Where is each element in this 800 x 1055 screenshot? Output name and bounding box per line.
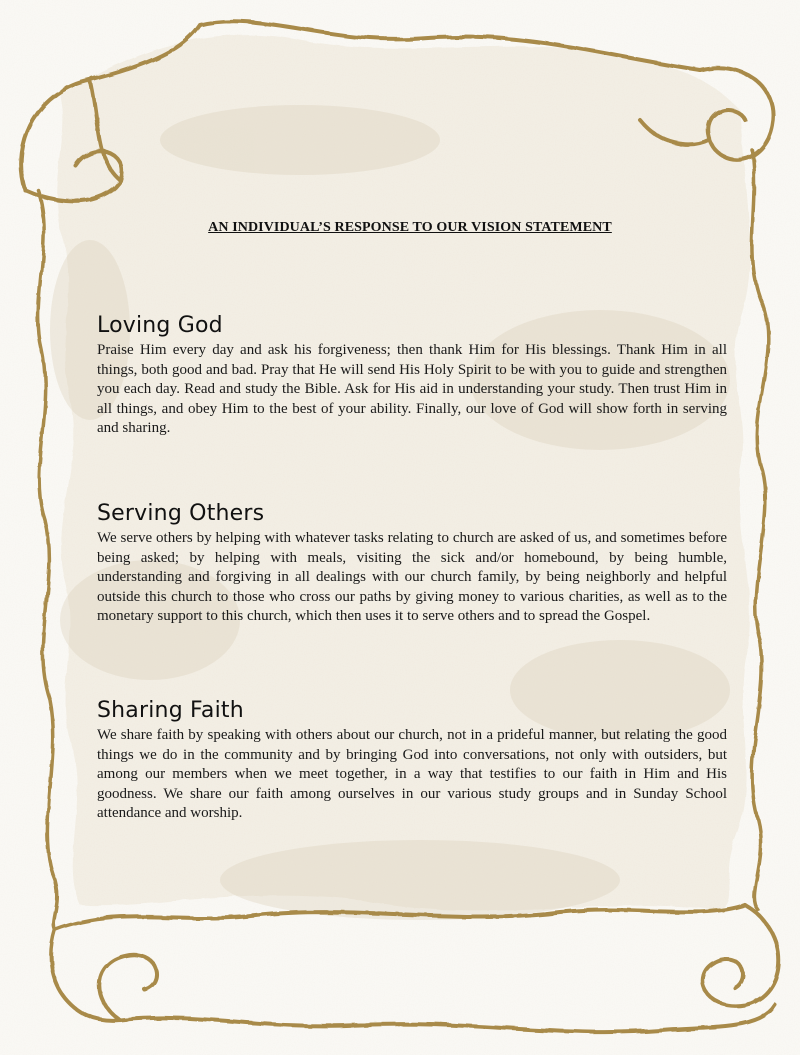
- section-heading: Loving God: [97, 313, 223, 338]
- section-body: We serve others by helping with whatever tasks relating to church are asked of us, and sometimes before being asked; by helping with meals, visiting the sick and/or homebound, by being humble, understanding and forgiving in all dealings with our church family, by being neighborly and helpful outside this church to those who cross our paths by giving money to various charities, as well as to the monetary support to this church, which then uses it to serve others and to spread the Gospel.: [97, 530, 727, 625]
- section-heading: Serving Others: [97, 501, 265, 526]
- section-heading: Sharing Faith: [97, 698, 244, 723]
- section-serving-others: [97, 501, 727, 627]
- section-body: We share faith by speaking with others about our church, not in a prideful manner, but relating the good things we do in the community and by bringing God into conversations, not only with outsiders, but among our members when we meet together, in a way that testifies to our faith in Him and His goodness. We share our faith among ourselves in our various study groups and in Sunday School attendance and worship.: [97, 727, 727, 822]
- document-title: AN INDIVIDUAL’S RESPONSE TO OUR VISION STATEMENT: [208, 220, 612, 235]
- section-loving-god: [97, 313, 727, 439]
- section-body: Praise Him every day and ask his forgiveness; then thank Him for His blessings. Thank Him in all things, both good and bad. Pray that He will send His Holy Spirit to be with you to guide and strengthen you each day. Read and study the Bible. Ask for His aid in understanding your study. Then trust Him in all things, and obey Him to the best of your ability. Finally, our love of God will show forth in serving and sharing.: [97, 342, 727, 437]
- section-sharing-faith: [97, 698, 727, 824]
